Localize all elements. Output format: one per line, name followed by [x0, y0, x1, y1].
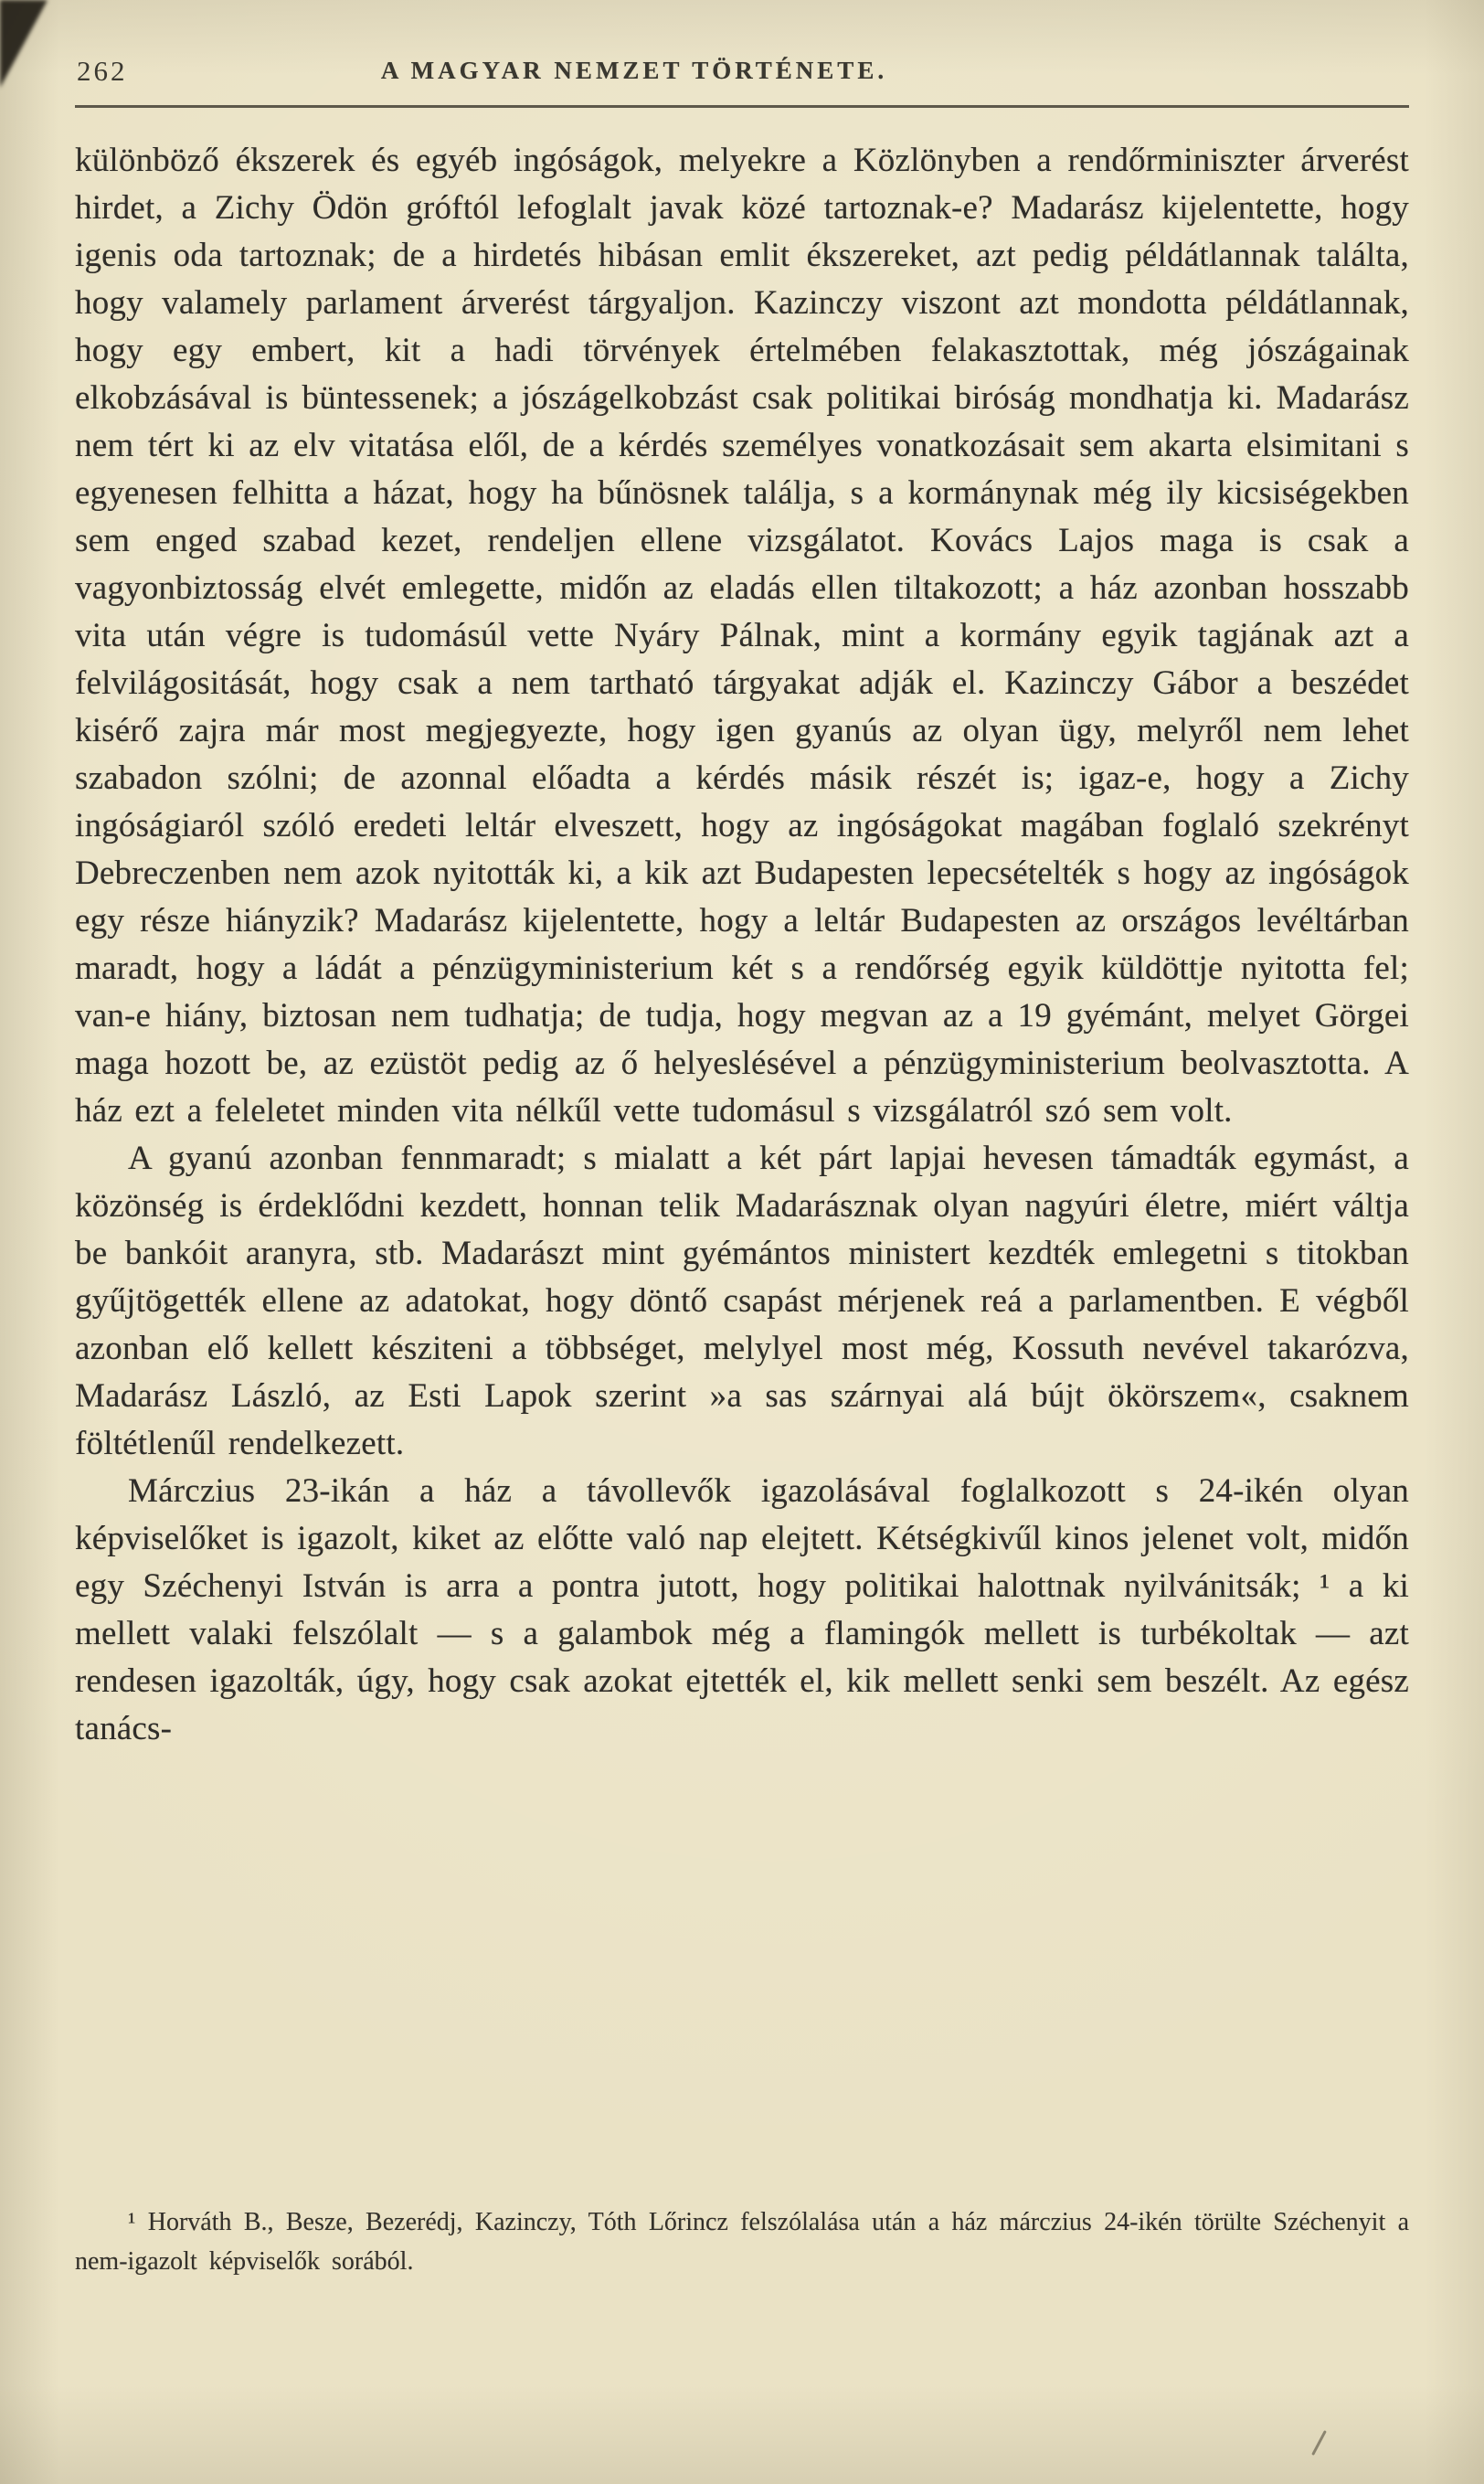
paragraph: Márczius 23-ikán a ház a távollevők igazolásával foglalkozott s 24-ikén olyan képviselőket is igazolt, kiket az előtte való nap elejtett. Kétségkivűl kinos jelenet volt, midőn egy Széchenyi István is arra a pontra jutott, hogy politikai halottnak nyilvánitsák; ¹ a ki mellett valaki felszólalt — s a galambok még a flamingók mellett is turbékoltak — azt rendesen igazolták, úgy, hogy csak azokat ejtették el, kik mellett senki sem beszélt. Az egész tanács- — [75, 1472, 1409, 1747]
page-content — [75, 0, 1409, 2484]
paragraph-continuation: különböző ékszerek és egyéb ingóságok, melyekre a Közlönyben a rendőrminiszter árverést hirdet, a Zichy Ödön gróftól lefoglalt javak közé tartoznak-e? Madarász kijelentette, hogy igenis oda tartoznak; de a hirdetés hibásan emlit ékszereket, azt pedig példátlannak találta, hogy valamely parlament árverést tárgyaljon. Kazinczy viszont azt mondotta példátlannak, hogy egy embert, kit a hadi törvények értelmében felakasztottak, még jószágainak elkobzásával is büntessenek; a jószágelkobzást csak politikai biróság mondhatja ki. Madarász nem tért ki az elv vitatása elől, de a kérdés személyes vonatkozásait sem akarta elsimitani s egyenesen felhitta a házat, hogy ha bűnösnek találja, s a kormánynak még ily kicsiségekben sem enged szabad kezet, rendeljen ellene vizsgálatot. Kovács Lajos maga is csak a vagyonbiztosság elvét emlegette, midőn az eladás ellen tiltakozott; a ház azonban hosszabb vita után végre is tudomásúl vette Nyáry Pálnak, mint a kormány egyik tagjának azt a felvilágositását, hogy csak a nem tartható tárgyakat adják el. Kazinczy Gábor a beszédet kisérő zajra már most megjegyezte, hogy igen gyanús az olyan ügy, melyről nem lehet szabadon szólni; de azonnal előadta a kérdés másik részét is; igaz-e, hogy a Zichy ingóságiaról szóló eredeti leltár elveszett, hogy az ingóságokat magában foglaló szekrényt Debreczenben nem azok nyitották ki, a kik azt Budapesten lepecsételték s hogy az ingóságok egy része hiányzik? Madarász kijelentette, hogy a leltár Budapesten az országos levéltárban maradt, hogy a ládát a pénzügyministerium két s a rendőrség egyik küldöttje nyitotta fel; van-e hiány, biztosan nem tudhatja; de tudja, hogy megvan az a 19 gyémánt, melyet Görgei maga hozott be, az ezüstöt pedig az ő helyeslésével a pénzügyministerium beolvasztotta. A ház ezt a feleletet minden vita nélkűl vette tudomásul s vizsgálatról szó sem volt. — [75, 142, 1409, 1130]
header-rule — [75, 105, 1409, 108]
body-text — [75, 137, 1409, 1753]
page-number: 262 — [77, 55, 128, 87]
paragraph: A gyanú azonban fennmaradt; s mialatt a két párt lapjai hevesen támadták egymást, a közönség is érdeklődni kezdett, honnan telik Madarásznak olyan nagyúri életre, miért váltja be bankóit aranyra, stb. Madarászt mint gyémántos ministert kezdték emlegetni s titokban gyűjtögették ellene az adatokat, hogy döntő csapást mérjenek reá a parlamentben. E végből azonban elő kellett késziteni a többséget, melylyel most még, Kossuth nevével takarózva, Madarász László, az Esti Lapok szerint »a sas szárnyai alá bújt ökörszem«, csaknem föltétlenűl rendelkezett. — [75, 1140, 1409, 1462]
footnote: ¹ Horváth B., Besze, Bezerédj, Kazinczy, Tóth Lőrincz felszólalása után a ház márczius 24-ikén törülte Széchenyit a nem-igazolt képviselők sorából. — [75, 2208, 1409, 2276]
running-head-title: A MAGYAR NEMZET TÖRTÉNETE. — [380, 57, 888, 84]
page-header — [75, 0, 1409, 108]
